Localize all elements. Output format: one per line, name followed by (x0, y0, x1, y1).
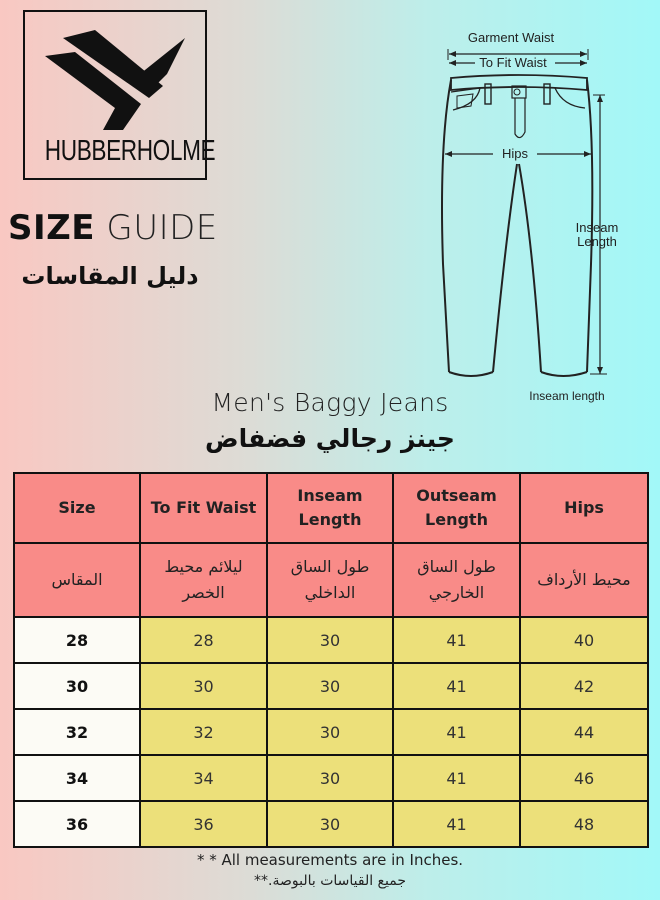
size-cell: 36 (14, 801, 140, 847)
waist-cell: 28 (140, 617, 267, 663)
col-header-inseam-ar (267, 543, 393, 617)
outseam-cell: 41 (393, 709, 520, 755)
header-row-en (14, 473, 648, 543)
inseam-cell: 30 (267, 755, 393, 801)
col-header-inseam-text: Inseam Length (297, 486, 363, 529)
inseam-length-label-1: Inseam (575, 220, 619, 235)
inseam-cell: 30 (267, 617, 393, 663)
waist-cell: 32 (140, 709, 267, 755)
size-cell: 32 (14, 709, 140, 755)
col-header-hips-ar: محيط الأرداف (520, 543, 648, 617)
size-table (13, 472, 649, 848)
measurement-note: * * All measurements are in Inches. (196, 851, 464, 869)
jeans-diagram-icon (425, 24, 660, 409)
product-name-arabic: جينز رجالي فضفاض (205, 424, 455, 453)
inseam-length-label-2: Length (577, 234, 617, 249)
outseam-cell: 41 (393, 755, 520, 801)
product-name-text: Men's Baggy Jeans (211, 388, 449, 417)
col-header-waist-ar (140, 543, 267, 617)
table-row (14, 617, 648, 663)
hips-cell: 40 (520, 617, 648, 663)
product-name (0, 388, 660, 417)
page-title (8, 208, 218, 248)
inseam-cell: 30 (267, 801, 393, 847)
size-cell: 30 (14, 663, 140, 709)
table-row (14, 755, 648, 801)
to-fit-waist-label: To Fit Waist (479, 55, 547, 70)
col-header-outseam (393, 473, 520, 543)
title-light: GUIDE (106, 208, 218, 248)
size-cell: 28 (14, 617, 140, 663)
garment-waist-label: Garment Waist (467, 30, 555, 45)
waist-cell: 34 (140, 755, 267, 801)
col-header-size: Size (14, 473, 140, 543)
hips-cell: 46 (520, 755, 648, 801)
size-cell: 34 (14, 755, 140, 801)
brand-name: HUBBERHOLME (44, 135, 216, 167)
inseam-cell: 30 (267, 709, 393, 755)
waist-cell: 30 (140, 663, 267, 709)
brand-logo (23, 10, 216, 180)
col-header-inseam-ar-text: طول الساق الداخلي (290, 557, 370, 602)
header-row-ar (14, 543, 648, 617)
hips-cell: 42 (520, 663, 648, 709)
hips-label: Hips (501, 146, 529, 161)
outseam-cell: 41 (393, 663, 520, 709)
title-bold: SIZE (8, 208, 96, 248)
waist-cell: 36 (140, 801, 267, 847)
inseam-bottom-label: Inseam length (529, 389, 605, 403)
col-header-waist: To Fit Waist (140, 473, 267, 543)
measurement-note-arabic: جميع القياسات بالبوصة.** (254, 873, 406, 889)
col-header-size-ar: المقاس (14, 543, 140, 617)
inseam-cell: 30 (267, 663, 393, 709)
col-header-outseam-text: Outseam Length (416, 486, 497, 529)
table-row (14, 709, 648, 755)
col-header-outseam-ar (393, 543, 520, 617)
page-title-arabic: دليل المقاسات (21, 262, 199, 290)
col-header-hips: Hips (520, 473, 648, 543)
table-row (14, 663, 648, 709)
hips-cell: 48 (520, 801, 648, 847)
bird-chevron-logo-icon (45, 26, 190, 131)
col-header-waist-ar-text: ليلائم محيط الخصر (164, 557, 243, 602)
hips-cell: 44 (520, 709, 648, 755)
outseam-cell: 41 (393, 617, 520, 663)
table-row (14, 801, 648, 847)
outseam-cell: 41 (393, 801, 520, 847)
col-header-outseam-ar-text: طول الساق الخارجي (417, 557, 496, 602)
col-header-inseam (267, 473, 393, 543)
